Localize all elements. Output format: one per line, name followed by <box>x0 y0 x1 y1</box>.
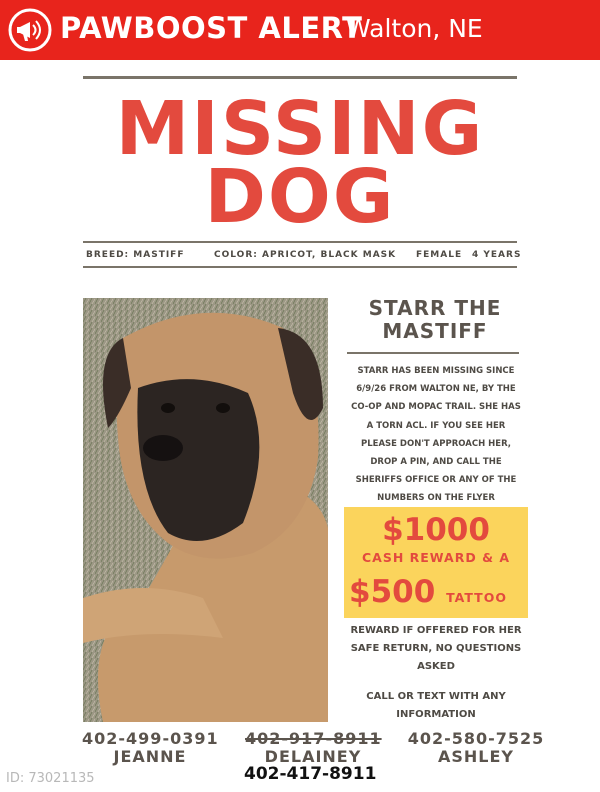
tattoo-amount: $500 <box>349 574 436 610</box>
brand-title: PAWBOOST ALERT <box>60 11 363 45</box>
contact-phone[interactable]: 402-499-0391 <box>82 729 219 748</box>
contact-note: CALL OR TEXT WITH ANY INFORMATION <box>366 691 506 720</box>
reward-box <box>344 507 528 618</box>
contact-jeanne <box>82 730 218 766</box>
spec-color: COLOR: APRICOT, BLACK MASK <box>214 250 397 260</box>
contact-ashley <box>407 730 545 766</box>
alert-location: Walton, NE <box>346 14 483 43</box>
contact-name: ASHLEY <box>437 747 514 766</box>
reward-amount: $1000 <box>382 512 490 548</box>
reward-note: REWARD IF OFFERED FOR HER SAFE RETURN, NO QUESTIONS ASKED <box>350 625 522 672</box>
specs-rule-bottom <box>83 266 517 268</box>
specs-rule-top <box>83 241 517 243</box>
contact-name: DELAINEY <box>264 747 362 766</box>
name-rule <box>347 352 519 354</box>
contact-phone-crossed: 402-917-8911 <box>245 729 382 748</box>
title-missing: MISSING <box>115 86 485 172</box>
contact-delainey <box>245 730 381 766</box>
dog-name-line1: STARR THE <box>368 296 502 320</box>
contact-name: JEANNE <box>113 747 187 766</box>
tattoo-label: TATTOO <box>446 590 507 605</box>
corrected-phone[interactable]: 402-417-8911 <box>244 764 377 784</box>
tattoo-row <box>336 575 520 615</box>
alert-banner <box>0 0 600 60</box>
dog-name <box>344 297 526 343</box>
top-rule <box>83 76 517 79</box>
dog-description: STARR HAS BEEN MISSING SINCE 6/9/26 FROM WALTON NE, BY THE CO-OP AND MOPAC TRAIL. SHE HAS A TORN ACL. IF YOU SEE HER PLEASE DON'T APPROACH HER, DROP A PIN, AND CALL THE SHERIFFS OFFICE OR ANY OF THE NUMBERS ON THE FLYER <box>351 366 521 504</box>
megaphone-icon <box>8 8 52 52</box>
title-dog: DOG <box>204 154 396 240</box>
contact-phone[interactable]: 402-580-7525 <box>407 729 545 748</box>
spec-breed: BREED: MASTIFF <box>86 250 185 260</box>
reward-line: CASH REWARD & A <box>361 550 510 565</box>
spec-sex: FEMALE <box>416 250 463 260</box>
dog-name-line2: MASTIFF <box>382 319 488 343</box>
spec-age: 4 YEARS <box>472 250 522 260</box>
dog-photo <box>83 298 328 722</box>
listing-id: ID: 73021135 <box>6 771 95 786</box>
